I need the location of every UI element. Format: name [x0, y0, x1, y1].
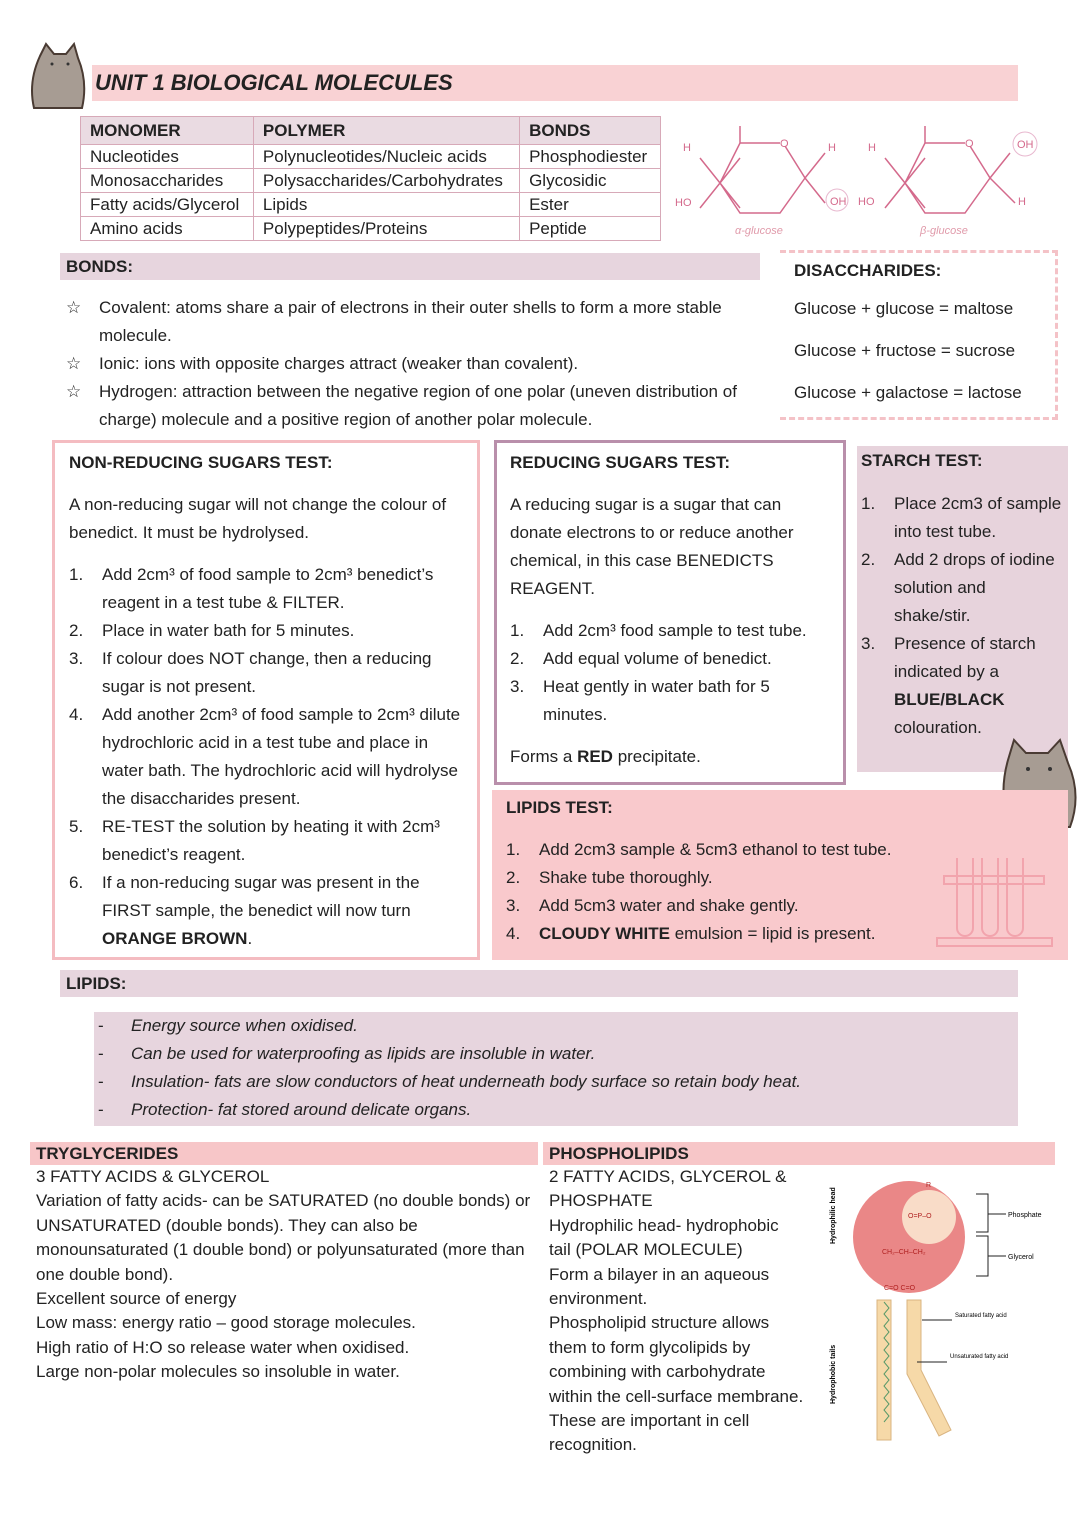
lipid-item: - Can be used for waterproofing as lipids are insoluble in water. — [98, 1044, 596, 1063]
table-header-row — [81, 117, 661, 145]
test-tubes-icon — [932, 848, 1057, 953]
cell: Monosaccharides — [81, 169, 254, 193]
table-row — [81, 169, 661, 193]
lipids-test-box — [492, 790, 1068, 960]
atom-label: H — [1018, 196, 1026, 208]
bond-item — [66, 294, 766, 350]
cat-mascot-icon — [26, 42, 90, 112]
cell: Peptide — [520, 217, 661, 241]
lipid-item: - Protection- fat stored around delicate organs. — [98, 1100, 472, 1119]
disaccharide-item: Glucose + galactose = lactose — [794, 383, 1022, 402]
starch-steps — [861, 490, 1064, 742]
lipids-heading: LIPIDS: — [66, 974, 127, 993]
col-polymer: POLYMER — [253, 117, 519, 145]
star-icon: ☆ — [66, 382, 82, 401]
step: 1. Add 2cm³ of food sample to 2cm³ benedict’s reagent in a test tube & FILTER. — [69, 565, 434, 612]
atom-label: H — [828, 142, 836, 154]
disaccharides-heading: DISACCHARIDES: — [794, 261, 942, 280]
title-bar — [92, 65, 1018, 101]
alpha-glucose-label: α-glucose — [735, 225, 783, 237]
cell: Nucleotides — [81, 145, 254, 169]
atom-label: H — [868, 142, 876, 154]
atom-label: O — [780, 138, 789, 150]
bond-text: Ionic: ions with opposite charges attract (weaker than covalent). — [99, 354, 579, 373]
disaccharide-item: Glucose + fructose = sucrose — [794, 341, 1016, 360]
reducing-heading: REDUCING SUGARS TEST: — [510, 453, 731, 472]
hydrophobic-tails-label: Hydrophobic tails — [830, 1344, 837, 1404]
col-monomer: MONOMER — [81, 117, 254, 145]
step: 3. Presence of starch indicated by a BLUE/BLACK colouration. — [861, 634, 1036, 737]
non-reducing-box — [52, 440, 480, 960]
atom-label: OH — [1017, 139, 1034, 151]
cell: Polysaccharides/Carbohydrates — [253, 169, 519, 193]
disaccharides-box — [780, 250, 1058, 420]
cell: Amino acids — [81, 217, 254, 241]
phosphate-label: Phosphate — [1008, 1212, 1042, 1219]
lipid-item: - Energy source when oxidised. — [98, 1016, 358, 1035]
non-reducing-heading: NON-REDUCING SUGARS TEST: — [69, 453, 333, 472]
table-row — [81, 193, 661, 217]
step: 2. Add equal volume of benedict. — [510, 649, 772, 668]
glycerol-label: Glycerol — [1008, 1254, 1034, 1261]
starch-heading: STARCH TEST: — [861, 451, 983, 470]
phospholipids-heading: PHOSPHOLIPIDS — [543, 1142, 1055, 1165]
triglycerides-section — [30, 1142, 538, 1385]
cell: Polypeptides/Proteins — [253, 217, 519, 241]
molecules-table — [80, 116, 661, 241]
bond-item — [66, 350, 766, 378]
lipid-item: - Insulation- fats are slow conductors of heat underneath body surface so retain body heat. — [98, 1072, 802, 1091]
bonds-heading: BONDS: — [66, 257, 134, 276]
table-row — [81, 217, 661, 241]
col-bonds: BONDS — [520, 117, 661, 145]
step: 2. Add 2 drops of iodine solution and shake/stir. — [861, 550, 1055, 625]
step: 3. If colour does NOT change, then a reducing sugar is not present. — [69, 649, 432, 696]
step: 3. Add 5cm3 water and shake gently. — [506, 896, 799, 915]
bond-item — [66, 378, 766, 434]
step: 5. RE-TEST the solution by heating it with 2cm³ benedict’s reagent. — [69, 817, 440, 864]
step: 4. Add another 2cm³ of food sample to 2cm³ dilute hydrochloric acid in a test tube and place in water bath. The hydrochloric acid will hydrolyse the disaccharides present. — [69, 705, 461, 808]
svg-text:O=P–O: O=P–O — [908, 1213, 932, 1220]
page-title: UNIT 1 BIOLOGICAL MOLECULES — [95, 70, 453, 95]
atom-label: H — [683, 142, 691, 154]
star-icon: ☆ — [66, 354, 82, 373]
bonds-list — [66, 294, 766, 434]
atom-label: O — [965, 138, 974, 150]
disaccharide-item: Glucose + glucose = maltose — [794, 299, 1014, 318]
svg-text:R: R — [926, 1182, 932, 1189]
phospholipids-text: 2 FATTY ACIDS, GLYCEROL & PHOSPHATE Hydrophilic head- hydrophobic tail (POLAR MOLECULE) Form a bilayer in an aqueous environment. Phospholipid structure allows them to form glycolipids by combining with carbohydrate within the cell-surface membrane. These are important in cell recognition. — [549, 1167, 804, 1455]
reducing-result: Forms a RED precipitate. — [510, 747, 701, 766]
triglycerides-heading: TRYGLYCERIDES — [30, 1142, 538, 1165]
step: 6. If a non-reducing sugar was present in the FIRST sample, the benedict will now turn ORANGE BROWN. — [69, 873, 420, 948]
starch-box — [857, 446, 1068, 772]
cell: Phosphodiester — [520, 145, 661, 169]
atom-label: OH — [830, 196, 847, 208]
glucose-diagram — [670, 118, 1050, 243]
step: 1. Add 2cm3 sample & 5cm3 ethanol to test tube. — [506, 840, 892, 859]
cell: Lipids — [253, 193, 519, 217]
step: 2. Place in water bath for 5 minutes. — [69, 621, 355, 640]
reducing-steps — [510, 617, 830, 729]
triglycerides-text: 3 FATTY ACIDS & GLYCEROL Variation of fatty acids- can be SATURATED (no double bonds) or UNSATURATED (double bonds). They can also be monounsaturated (1 double bond) or polyunsaturated (more than one double bond). Excellent source of energy Low mass: energy ratio – good storage molecules. High ratio of H:O so release water when oxidised. Large non-polar molecules so insoluble in water. — [36, 1167, 531, 1382]
svg-text:CH₂–CH–CH₂: CH₂–CH–CH₂ — [882, 1249, 926, 1256]
reducing-intro: A reducing sugar is a sugar that can donate electrons to or reduce another chemical, in this case BENEDICTS REAGENT. — [510, 495, 794, 598]
table-row — [81, 145, 661, 169]
hydrophilic-head-label: Hydrophilic head — [830, 1187, 837, 1244]
bond-text: Hydrogen: attraction between the negative region of one polar (uneven distribution of charge) molecule and a positive region of another polar molecule. — [99, 382, 737, 429]
phospholipid-diagram — [822, 1172, 1060, 1442]
step: 4. CLOUDY WHITE emulsion = lipid is present. — [506, 924, 876, 943]
lipids-test-heading: LIPIDS TEST: — [506, 798, 613, 817]
cell: Fatty acids/Glycerol — [81, 193, 254, 217]
reducing-box — [494, 440, 846, 785]
unsaturated-label: Unsaturated fatty acid — [950, 1354, 1009, 1360]
atom-label: HO — [858, 196, 875, 208]
step: 3. Heat gently in water bath for 5 minutes. — [510, 677, 770, 724]
cell: Polynucleotides/Nucleic acids — [253, 145, 519, 169]
cell: Glycosidic — [520, 169, 661, 193]
lipids-list — [94, 1012, 1018, 1126]
atom-label: HO — [675, 197, 692, 209]
step: 1. Add 2cm³ food sample to test tube. — [510, 621, 807, 640]
star-icon: ☆ — [66, 298, 82, 317]
step: 1. Place 2cm3 of sample into test tube. — [861, 494, 1062, 541]
step: 2. Shake tube thoroughly. — [506, 868, 713, 887]
non-reducing-intro: A non-reducing sugar will not change the colour of benedict. It must be hydrolysed. — [69, 495, 447, 542]
bond-text: Covalent: atoms share a pair of electrons in their outer shells to form a more stable molecule. — [99, 298, 722, 345]
bonds-heading-bar — [60, 253, 760, 280]
beta-glucose-label: β-glucose — [920, 225, 968, 237]
saturated-label: Saturated fatty acid — [955, 1313, 1007, 1319]
non-reducing-steps — [69, 561, 463, 953]
cell: Ester — [520, 193, 661, 217]
lipids-heading-bar — [60, 970, 1018, 997]
svg-text:C=O C=O: C=O C=O — [884, 1285, 916, 1292]
